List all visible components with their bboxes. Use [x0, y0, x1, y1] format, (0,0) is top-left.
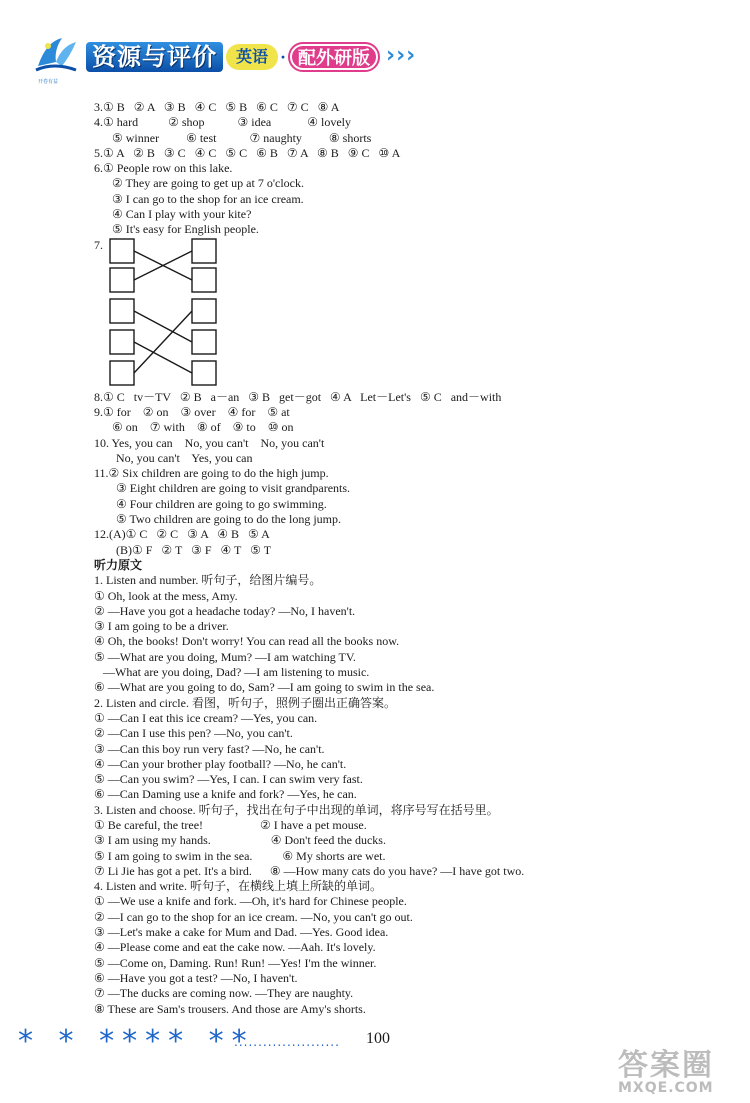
transcript-line: ⑤ —Come on, Daming. Run! Run! —Yes! I'm the winner. [94, 955, 377, 970]
transcript-section-title: 2. Listen and circle. 看图，听句子，照例子圈出正确答案。 [94, 695, 396, 710]
answer-q6-line: ④ Can I play with your kite? [112, 207, 252, 222]
answer-q6-line: ② They are going to get up at 7 o'clock. [112, 176, 304, 191]
transcript-line: ⑦ Li Jie has got a pet. It's a bird. ⑧ —How many cats do you have? —I have got two. [94, 863, 525, 878]
transcript-line: ⑧ These are Sam's trousers. And those are Amy's shorts. [94, 1001, 366, 1016]
matching-diagram [94, 238, 654, 390]
match-line [134, 342, 192, 373]
transcript-section-title: 3. Listen and choose. 听句子，找出在句子中出现的单词，将序号写在括号里。 [94, 802, 499, 817]
answer-q11-line: 11.② Six children are going to do the high jump. [94, 466, 329, 481]
transcript-line: ① —Can I eat this ice cream? —Yes, you can. [94, 710, 318, 725]
answer-q9-line2: ⑥ on ⑦ with ⑧ of ⑨ to ⑩ on [112, 420, 294, 435]
transcript-line: ⑤ —What are you doing, Mum? —I am watching TV. [94, 649, 356, 664]
transcript-section-title: 1. Listen and number. 听句子，给图片编号。 [94, 573, 322, 588]
transcript-line: ① Oh, look at the mess, Amy. [94, 588, 238, 603]
answer-q4-line2: ⑤ winner ⑥ test ⑦ naughty ⑧ shorts [112, 130, 372, 145]
answer-q10-line1: 10. Yes, you can No, you can't No, you can't [94, 435, 325, 450]
transcript-line: ① Be careful, the tree! ② I have a pet mouse. [94, 817, 367, 832]
transcript-line: ③ I am going to be a driver. [94, 619, 229, 634]
answer-q11-line: ③ Eight children are going to visit grandparents. [116, 481, 351, 496]
transcript-line: ④ Oh, the books! Don't worry! You can read all the books now. [94, 634, 400, 649]
match-box-right [192, 299, 216, 323]
transcript-line: ② —Can I use this pen? —No, you can't. [94, 726, 293, 741]
transcript-line: ⑦ —The ducks are coming now. —They are naughty. [94, 986, 354, 1001]
book-logo-icon [32, 32, 80, 78]
transcript-line: ③ I am using my hands. ④ Don't feed the ducks. [94, 833, 386, 848]
transcript-section-title: 4. Listen and write. 听句子，在横线上填上所缺的单词。 [94, 879, 382, 894]
match-box-right [192, 239, 216, 263]
answer-q9-line1: 9.① for ② on ③ over ④ for ⑤ at [94, 404, 290, 419]
answer-q11-line: ④ Four children are going to go swimming. [116, 496, 327, 511]
transcript-line: ② —I can go to the shop for an ice cream. —No, you can't go out. [94, 909, 413, 924]
answer-q5: 5.① A ② B ③ C ④ C ⑤ C ⑥ B ⑦ A ⑧ B ⑨ C ⑩ A [94, 145, 401, 160]
match-box-right [192, 361, 216, 385]
answer-q6-line: ⑤ It's easy for English people. [112, 222, 259, 237]
match-box-right [192, 330, 216, 354]
match-box-left [110, 330, 134, 354]
transcript-line: ⑥ —What are you going to do, Sam? —I am going to swim in the sea. [94, 680, 435, 695]
transcript-line: ③ —Let's make a cake for Mum and Dad. —Yes. Good idea. [94, 925, 389, 940]
match-box-left [110, 361, 134, 385]
match-box-left [110, 299, 134, 323]
page-number: 100 [366, 1030, 390, 1047]
answer-q12-line1: 12.(A)① C ② C ③ A ④ B ⑤ A [94, 527, 270, 542]
transcript-line: ⑤ —Can you swim? —Yes, I can. I can swim very fast. [94, 772, 363, 787]
answer-q6-line: ③ I can go to the shop for an ice cream. [112, 191, 304, 206]
transcript-line: ⑤ I am going to swim in the sea. ⑥ My shorts are wet. [94, 848, 386, 863]
answer-q10-line2: No, you can't Yes, you can [116, 450, 253, 465]
answer-q8: 8.① C tv－TV ② B a－an ③ B get－got ④ A Let－Let's ⑤ C and－with [94, 389, 502, 404]
page-header [14, 28, 434, 85]
logo-subtitle: 开卷有益 [38, 79, 59, 85]
answer-q12-line2: (B)① F ② T ③ F ④ T ⑤ T [116, 542, 272, 557]
transcript-line: ④ —Please come and eat the cake now. —Aah. It's lovely. [94, 940, 376, 955]
transcript-line: ② —Have you got a headache today? —No, I haven't. [94, 603, 356, 618]
transcript-line: ① —We use a knife and fork. —Oh, it's hard for Chinese people. [94, 894, 407, 909]
watermark-logo-text: 答案圈 [618, 1048, 714, 1083]
match-box-right [192, 268, 216, 292]
answer-q6-line: 6.① People row on this lake. [94, 161, 233, 176]
answer-q4-line1: 4.① hard ② shop ③ idea ④ lovely [94, 115, 352, 130]
watermark-url: MXQE.COM [618, 1080, 714, 1096]
answer-q3: 3.① B ② A ③ B ④ C ⑤ B ⑥ C ⑦ C ⑧ A [94, 100, 340, 114]
match-line [134, 311, 192, 373]
answer-q7-label: 7. [94, 237, 103, 252]
edition-badge: 配外研版 [290, 44, 378, 70]
book-title: 资源与评价 [86, 42, 223, 72]
match-box-left [110, 239, 134, 263]
matching-lines-diagram [108, 238, 228, 388]
match-box-left [110, 268, 134, 292]
decorative-stars: * * **** ** [18, 1024, 255, 1059]
title-separator: · [280, 47, 287, 67]
answer-content [94, 100, 654, 1017]
transcript-heading: 听力原文 [94, 557, 143, 572]
transcript-line: ⑥ —Can Daming use a knife and fork? —Yes, he can. [94, 787, 357, 802]
transcript-line: ③ —Can this boy run very fast? —No, he can't. [94, 741, 325, 756]
transcript-line: ⑥ —Have you got a test? —No, I haven't. [94, 970, 298, 985]
match-line [134, 311, 192, 342]
answer-q11-line: ⑤ Two children are going to do the long jump. [116, 512, 341, 527]
chevron-right-icon: ››› [386, 43, 417, 68]
dotted-leader: ...................... [234, 1035, 340, 1049]
transcript-line: ④ —Can your brother play football? —No, he can't. [94, 756, 347, 771]
site-watermark [618, 1040, 714, 1096]
transcript-line: —What are you doing, Dad? —I am listening to music. [94, 665, 370, 680]
subject-badge: 英语 [226, 44, 278, 70]
